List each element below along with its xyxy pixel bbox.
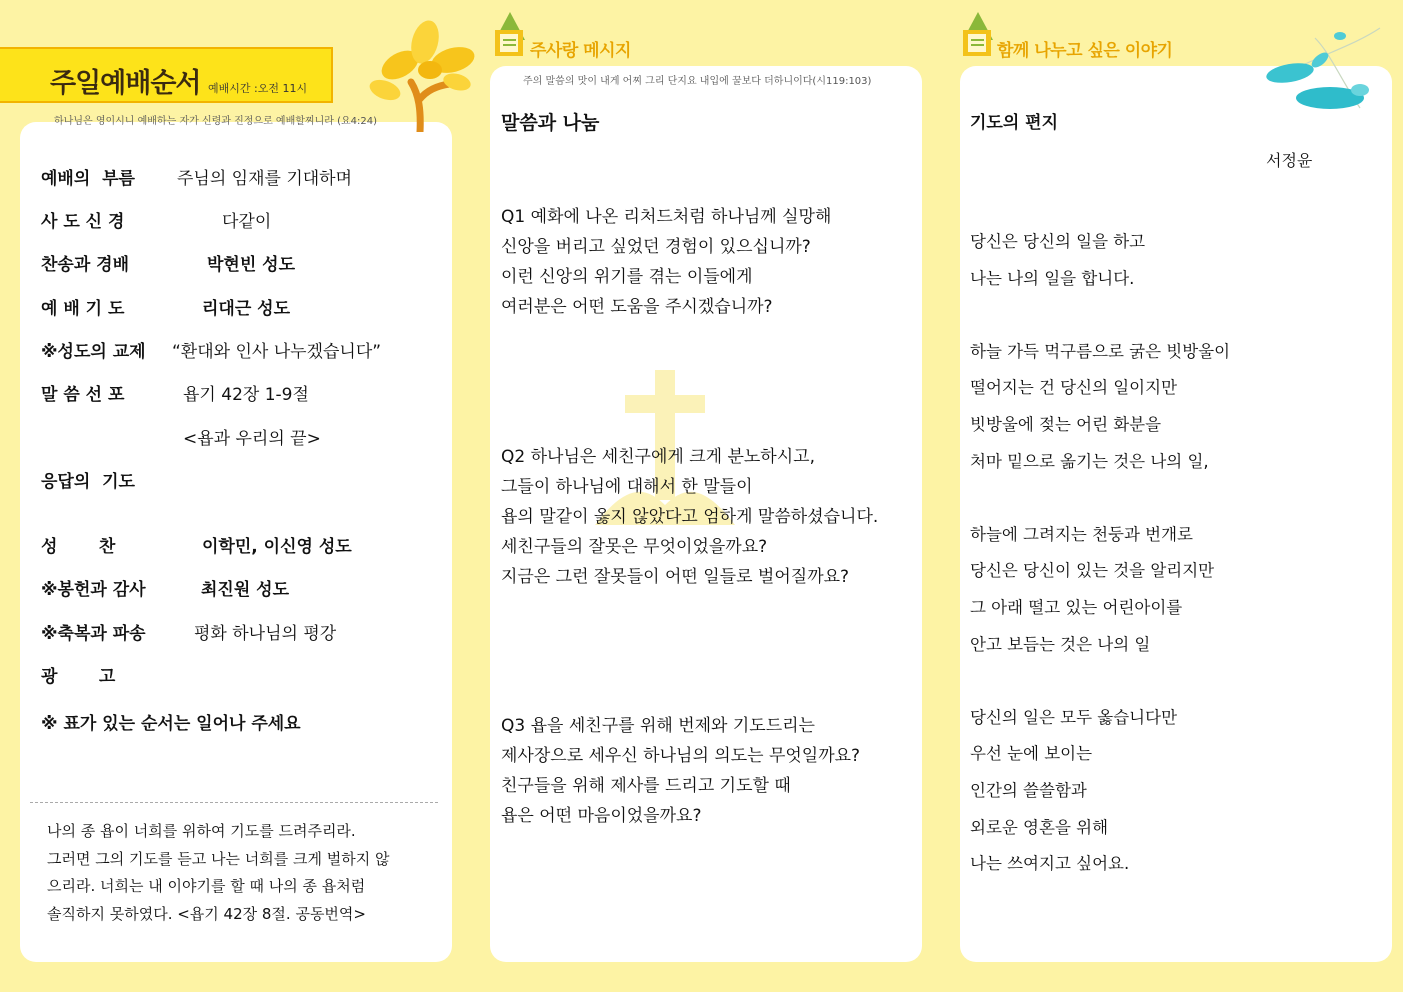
question-line: 욥은 어떤 마음이었을까요? — [501, 806, 702, 826]
order-item-value: 최진원 성도 — [201, 580, 290, 600]
order-item-value: 평화 하나님의 평강 — [194, 624, 337, 644]
page-title: 주일예배순서 — [50, 68, 201, 99]
poem-line: 처마 밑으로 옮기는 것은 나의 일, — [970, 451, 1209, 471]
header-verse: 하나님은 영이시니 예배하는 자가 신령과 진정으로 예배할찌니라 (요4:24) — [54, 116, 377, 127]
poem-line — [970, 663, 1230, 700]
poem-line: 외로운 영혼을 위해 — [970, 817, 1109, 837]
flower-icon — [1260, 18, 1392, 130]
order-item-value: 리대근 성도 — [202, 299, 291, 319]
order-item-value: 주님의 임재를 기대하며 — [177, 169, 353, 189]
question-line: 이런 신앙의 위기를 겪는 이들에게 — [501, 267, 753, 287]
scripture-line: 그러면 그의 기도를 듣고 나는 너희를 크게 벌하지 않 — [47, 849, 390, 868]
question-line: 지금은 그런 잘못들이 어떤 일들로 벌어질까요? — [501, 567, 850, 587]
poem-line: 당신은 당신의 일을 하고 — [970, 232, 1146, 251]
order-item-value: “환대와 인사 나누겠습니다” — [172, 342, 382, 362]
message-title: 말씀과 나눔 — [501, 112, 600, 134]
poem-line: 당신은 당신이 있는 것을 알리지만 — [970, 561, 1215, 581]
question-line: 여러분은 어떤 도움을 주시겠습니까? — [501, 297, 773, 317]
story-header: 함께 나누고 싶은 이야기 — [997, 41, 1173, 61]
order-item-value: 다같이 — [222, 212, 272, 232]
poem-line: 인간의 쓸쓸함과 — [970, 780, 1087, 800]
order-item-label: 예 배 기 도 — [41, 299, 125, 319]
book-icon — [960, 10, 996, 58]
order-item-label: 예배의 부름 — [41, 169, 135, 189]
question-line: 제사장으로 세우신 하나님의 의도는 무엇일까요? — [501, 746, 861, 766]
question-line: Q1 예화에 나온 리처드처럼 하나님께 실망해 — [501, 207, 832, 227]
message-verse: 주의 말씀의 맛이 내게 어찌 그리 단지요 내입에 꿀보다 더하니이다(시119:103) — [523, 76, 872, 87]
tree-icon — [365, 20, 480, 132]
poem-line: 안고 보듬는 것은 나의 일 — [970, 634, 1151, 654]
poem-author: 서정윤 — [1266, 151, 1313, 170]
order-item-value: <욥과 우리의 끝> — [183, 429, 321, 449]
scripture-line: 나의 종 욥이 너희를 위하여 기도를 드려주리라. — [47, 822, 356, 840]
poem-line: 떨어지는 건 당신의 일이지만 — [970, 378, 1178, 398]
poem-line: 당신의 일은 모두 옳습니다만 — [970, 707, 1178, 727]
order-item-label: 광 고 — [41, 667, 116, 687]
poem-line: 나는 쓰여지고 싶어요. — [970, 854, 1130, 874]
order-item-value: 박현빈 성도 — [207, 255, 296, 275]
poem-line: 빗방울에 젖는 어린 화분을 — [970, 414, 1162, 434]
order-item-label: 응답의 기도 — [41, 472, 135, 492]
poem-title: 기도의 편지 — [970, 113, 1059, 133]
poem-line: 그 아래 떨고 있는 어린아이를 — [970, 597, 1183, 617]
order-item-label: 찬송과 경배 — [41, 255, 130, 275]
poem-line: 하늘 가득 먹구름으로 굵은 빗방울이 — [970, 341, 1231, 361]
order-item-label: ※축복과 파송 — [41, 624, 146, 644]
closing-scripture — [47, 818, 432, 928]
order-item-label: ※성도의 교제 — [41, 342, 146, 362]
question-3 — [501, 711, 860, 831]
message-header: 주사랑 메시지 — [530, 41, 631, 61]
poem-line — [970, 480, 1230, 517]
question-line: Q3 욥을 세친구를 위해 번제와 기도드리는 — [501, 716, 815, 736]
question-line: 욥의 말같이 옳지 않았다고 엄하게 말씀하셨습니다. — [501, 507, 879, 527]
poem-body — [970, 224, 1230, 883]
order-item-label: 성 찬 — [41, 537, 116, 557]
order-item-label: ※ 표가 있는 순서는 일어나 주세요 — [41, 714, 301, 734]
poem-line: 하늘에 그려지는 천둥과 번개로 — [970, 524, 1193, 544]
question-line: 친구들을 위해 제사를 드리고 기도할 때 — [501, 776, 791, 796]
order-item-label: ※봉헌과 감사 — [41, 580, 146, 600]
divider — [30, 802, 438, 803]
question-1 — [501, 202, 831, 322]
poem-line: 우선 눈에 보이는 — [970, 744, 1093, 764]
question-line: 세친구들의 잘못은 무엇이었을까요? — [501, 537, 768, 557]
question-line: 그들이 하나님에 대해서 한 말들이 — [501, 477, 753, 497]
worship-time: 예배시간 :오전 11시 — [208, 82, 308, 95]
order-item-label: 사 도 신 경 — [41, 212, 125, 232]
scripture-line: 으리라. 너희는 내 이야기를 할 때 나의 종 욥처럼 — [47, 877, 366, 895]
order-item-label: 말 씀 선 포 — [41, 385, 125, 405]
poem-line — [970, 297, 1230, 334]
question-line: Q2 하나님은 세친구에게 크게 분노하시고, — [501, 447, 815, 467]
order-item-value: 이학민, 이신영 성도 — [202, 537, 352, 557]
question-2 — [501, 442, 878, 592]
question-line: 신앙을 버리고 싶었던 경험이 있으십니까? — [501, 237, 811, 257]
scripture-line: 솔직하지 못하였다. <욥기 42장 8절. 공동번역> — [47, 904, 366, 923]
book-icon — [492, 10, 528, 58]
poem-line: 나는 나의 일을 합니다. — [970, 268, 1135, 288]
order-item-value: 욥기 42장 1-9절 — [183, 385, 309, 405]
